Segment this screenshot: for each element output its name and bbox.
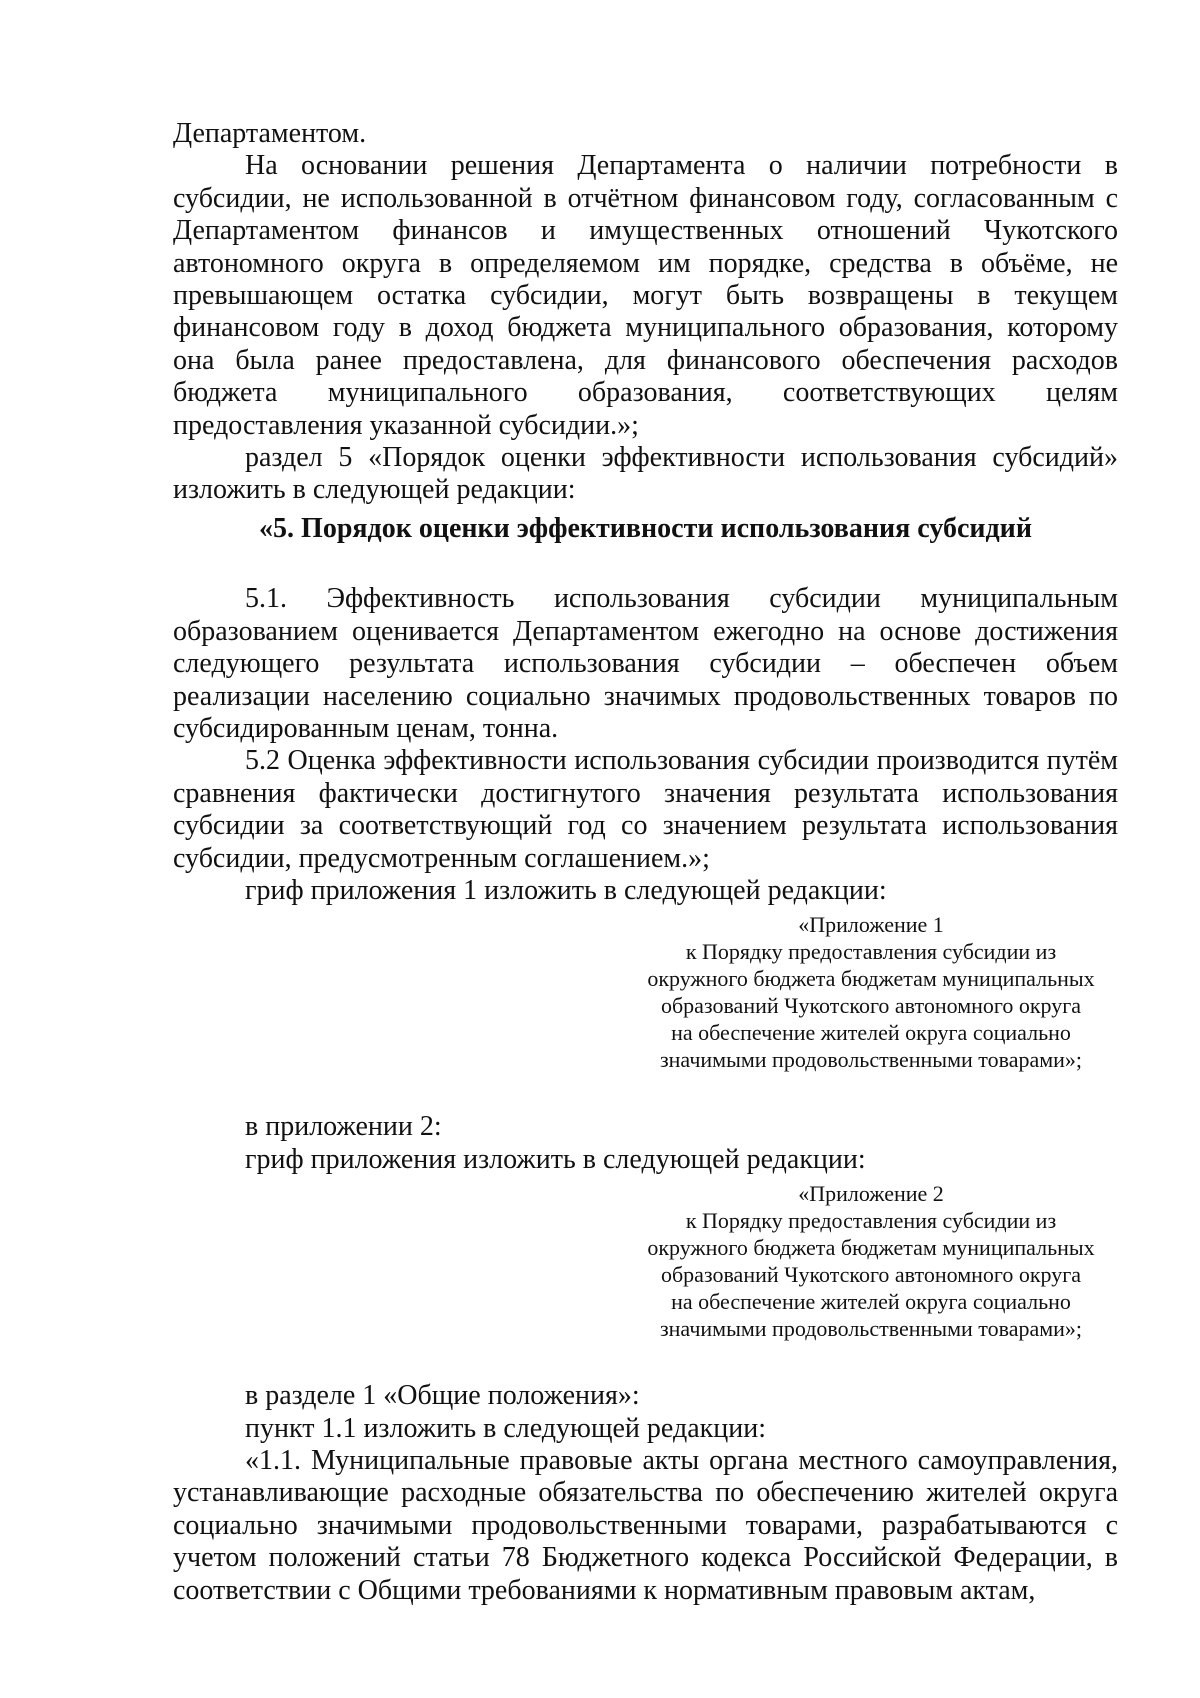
document-page	[173, 118, 1118, 1607]
appendix-2-line: значимыми продовольственными товарами»;	[659, 1316, 1083, 1342]
appendix-1-line: к Порядку предоставления субсидии из	[685, 939, 1057, 965]
paragraph-section1-intro: в разделе 1 «Общие положения»:	[245, 1380, 640, 1412]
appendix-1-stamp	[621, 911, 1121, 1073]
paragraph-5-1: 5.1. Эффективность использования субсидии муниципальным образованием оценивается Департаментом ежегодно на основе достижения следующего результата использования субсидии – обеспечен объем реализации населению социально значимых продовольственных товаров по субсидированным ценам, тонна.	[173, 583, 1118, 744]
paragraph-continuation: Департаментом.	[173, 118, 367, 149]
paragraph-subsidy-return: На основании решения Департамента о наличии потребности в субсидии, не использованной в отчётном финансовом году, согласованным с Департаментом финансов и имущественных отношений Чукотского автономного округа в определяемом им порядке, средства в объёме, не превышающем остатка субсидии, могут быть возвращены в текущем финансовом году в доход бюджета муниципального образования, которому она была ранее предоставлена, для финансового обеспечения расходов бюджета муниципального образования, соответствующих целям предоставления указанной субсидии.»;	[173, 150, 1118, 441]
appendix-1-line: на обеспечение жителей округа социально	[671, 1020, 1071, 1046]
appendix-2-line: образований Чукотского автономного округа	[660, 1262, 1082, 1288]
appendix-1-line: «Приложение 1	[798, 912, 944, 938]
paragraph-appendix2-stamp-intro: гриф приложения изложить в следующей редакции:	[245, 1143, 866, 1175]
appendix-2-line: окружного бюджета бюджетам муниципальных	[647, 1235, 1095, 1261]
appendix-2-line: к Порядку предоставления субсидии из	[685, 1208, 1057, 1234]
paragraph-5-2: 5.2 Оценка эффективности использования субсидии производится путём сравнения фактически достигнутого значения результата использования субсидии за соответствующий год со значением результата использования субсидии, предусмотренным соглашением.»;	[173, 745, 1118, 874]
appendix-2-line: «Приложение 2	[798, 1181, 944, 1207]
appendix-1-line: значимыми продовольственными товарами»;	[659, 1047, 1083, 1073]
paragraph-appendix1-intro: гриф приложения 1 изложить в следующей редакции:	[245, 874, 887, 906]
section-5-heading: «5. Порядок оценки эффективности использования субсидий	[259, 512, 1032, 544]
paragraph-section5-intro: раздел 5 «Порядок оценки эффективности использования субсидий» изложить в следующей редакции:	[173, 442, 1118, 506]
paragraph-appendix2-intro: в приложении 2:	[245, 1111, 442, 1143]
appendix-2-line: на обеспечение жителей округа социально	[671, 1289, 1071, 1315]
appendix-1-line: окружного бюджета бюджетам муниципальных	[647, 966, 1095, 992]
paragraph-item-1-1: «1.1. Муниципальные правовые акты органа местного самоуправления, устанавливающие расходные обязательства по обеспечению жителей округа социально значимыми продовольственными товарами, разрабатываются с учетом положений статьи 78 Бюджетного кодекса Российской Федерации, в соответствии с Общими требованиями к нормативным правовым актам,	[173, 1444, 1118, 1606]
appendix-2-stamp	[621, 1180, 1121, 1342]
appendix-1-line: образований Чукотского автономного округа	[660, 993, 1082, 1019]
paragraph-item-1-1-intro: пункт 1.1 изложить в следующей редакции:	[245, 1412, 766, 1444]
